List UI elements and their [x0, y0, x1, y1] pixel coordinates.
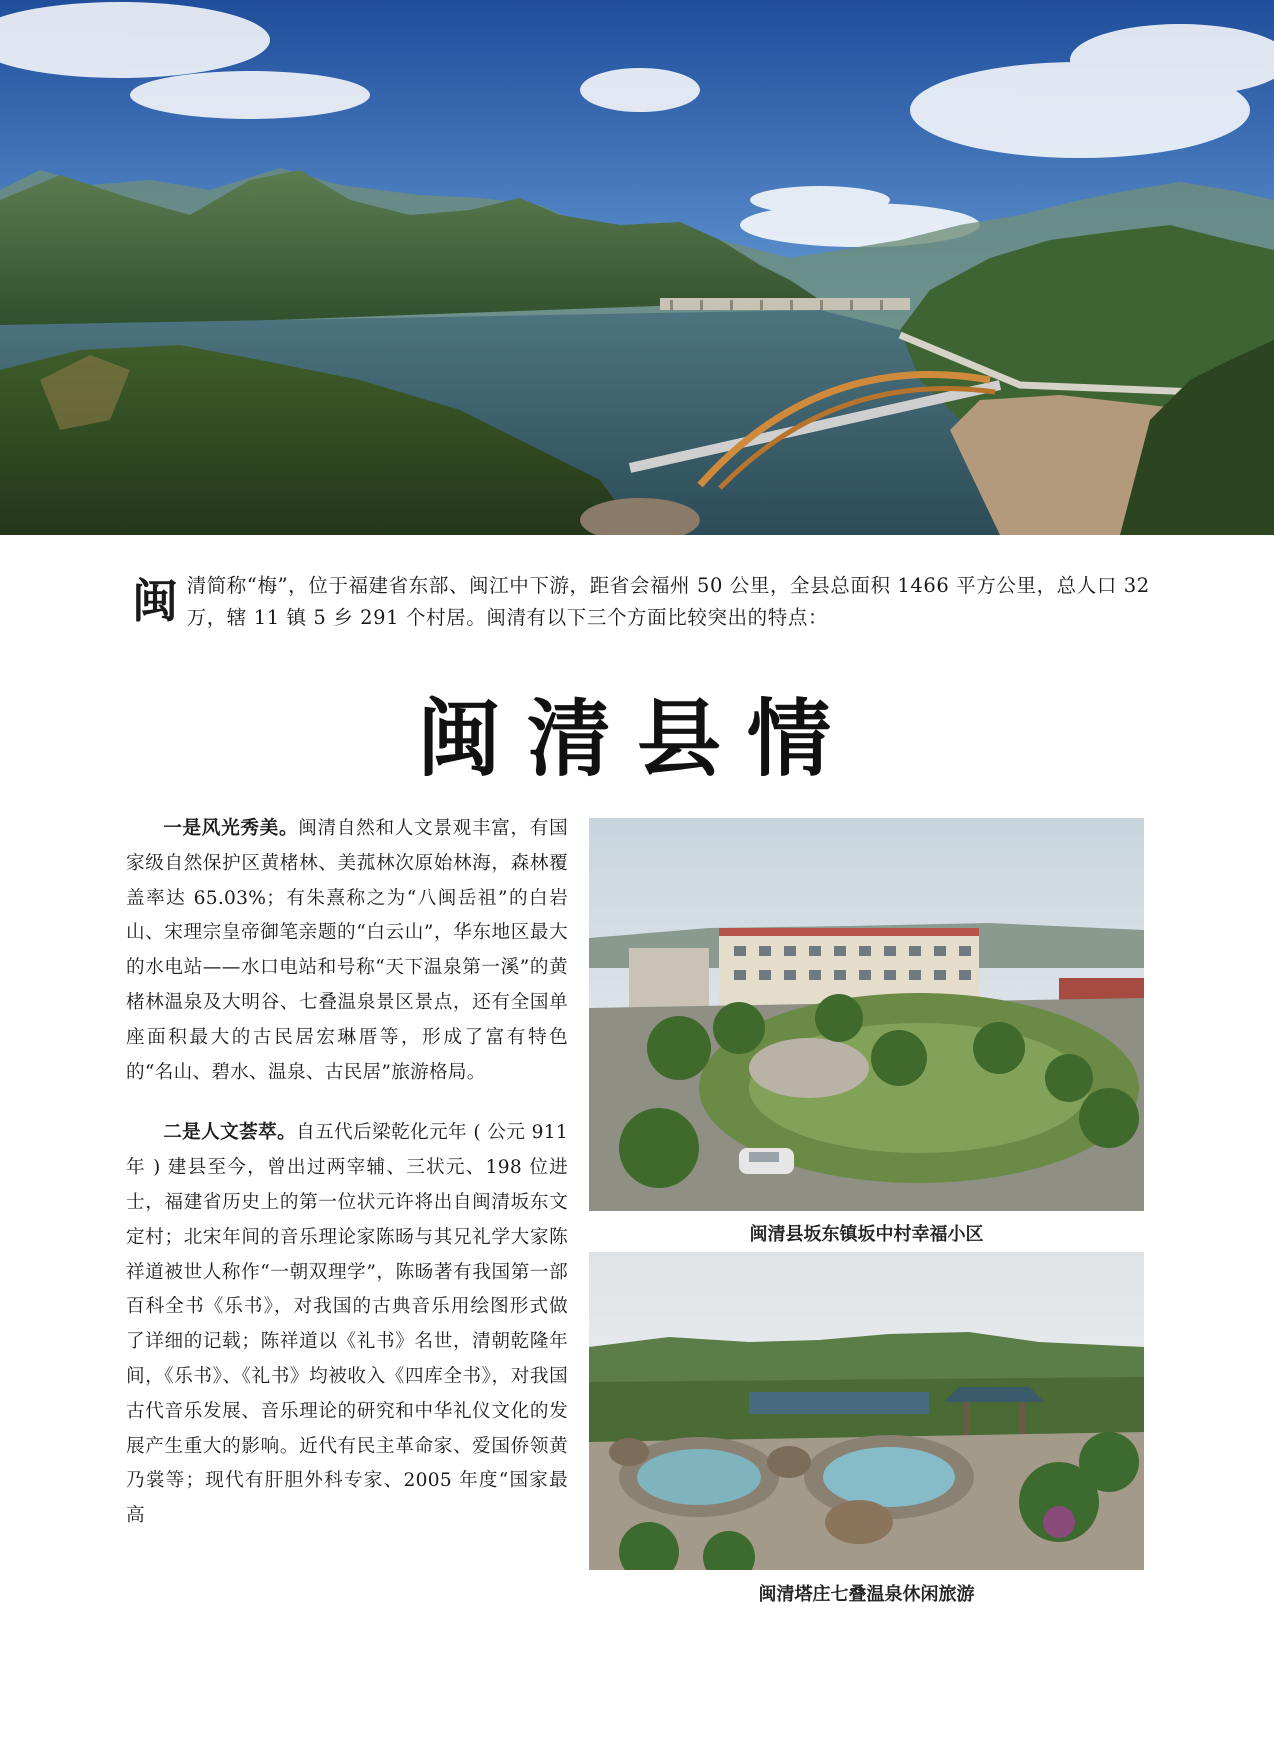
section-lead: 一是风光秀美。 — [163, 818, 299, 839]
photo-residential-community — [589, 818, 1144, 1211]
page-title: 闽清县情 — [416, 689, 857, 788]
intro-paragraph — [132, 570, 1152, 634]
section-scenery — [126, 812, 568, 1090]
section-text: 闽清自然和人文景观丰富，有国家级自然保护区黄楮林、美菰林次原始林海，森林覆盖率达 65.03%；有朱熹称之为“八闽岳祖”的白岩山、宋理宗皇帝御笔亲题的“白云山”，华东地区最大的水电站——水口电站和号称“天下温泉第一溪”的黄楮林温泉及大明谷、七叠温泉景区景点，还有全国单座面积最大的古民居宏琳厝等，形成了富有特色的“名山、碧水、温泉、古民居”旅游格局。 — [126, 818, 568, 1083]
body-text-column — [126, 812, 568, 1560]
photo-caption: 闽清县坂东镇坂中村幸福小区 — [749, 1224, 984, 1245]
hero-landscape-photo — [0, 0, 1274, 535]
drop-cap: 闽 — [132, 574, 179, 628]
section-lead: 二是人文荟萃。 — [163, 1122, 297, 1144]
section-text: 自五代后梁乾化元年 ( 公元 911 年 ) 建县至今，曾出过两宰辅、三状元、198 位进士，福建省历史上的第一位状元许将出自闽清坂东文定村；北宋年间的音乐理论家陈旸与其兄礼学大家陈祥道被世人称作“一朝双理学”，陈旸著有我国第一部百科全书《乐书》，对我国的古典音乐用绘图形式做了详细的记载；陈祥道以《礼书》名世，清朝乾隆年间，《乐书》、《礼书》均被收入《四库全书》，对我国古代音乐发展、音乐理论的研究和中华礼仪文化的发展产生重大的影响。近代有民主革命家、爱国侨领黄乃裳等；现代有肝胆外科专家、2005 年度“国家最高 — [126, 1122, 568, 1527]
photo-hot-spring — [589, 1252, 1144, 1570]
intro-text: 清简称“梅”，位于福建省东部、闽江中下游，距省会福州 50 公里，全县总面积 1466 平方公里，总人口 32 万，辖 11 镇 5 乡 291 个村居。闽清有以下三个方面比较突出的特点： — [186, 574, 1150, 629]
section-culture — [126, 1116, 568, 1534]
photo-caption: 闽清塔庄七叠温泉休闲旅游 — [758, 1584, 975, 1605]
